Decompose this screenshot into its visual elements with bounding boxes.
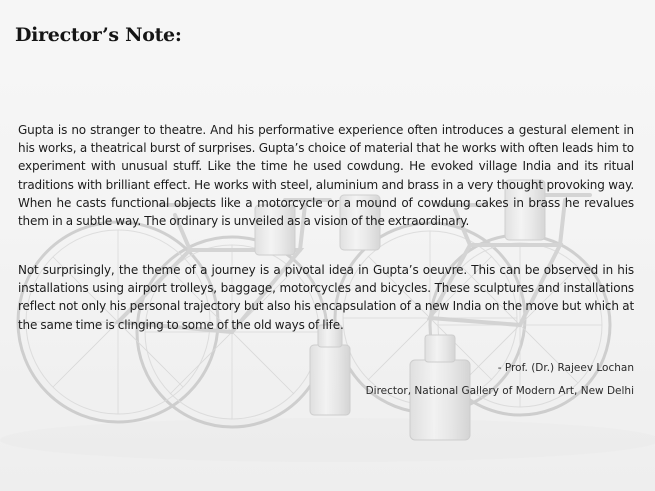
paragraph-2: Not surprisingly, the theme of a journey is a pivotal idea in Gupta’s oeuvre. This can be observed in his installations using airport trolleys, baggage, motorcycles and bicycles. These sculptures and installations reflect not only his personal trajectory but also his encapsulation of a new India on the move but which at the same time is clinging to some of the old ways of life. bbox=[18, 263, 634, 332]
author-role: Director, National Gallery of Modern Art, New Delhi bbox=[365, 385, 634, 397]
page-title: Director’s Note: bbox=[15, 24, 182, 46]
author-name: - Prof. (Dr.) Rajeev Lochan bbox=[497, 362, 634, 374]
paragraph-1: Gupta is no stranger to theatre. And his performative experience often introduces a gestural element in his works, a theatrical burst of surprises. Gupta’s choice of material that he works with often leads him to experiment with unusual stuff. Like the time he used cowdung. He evoked village India and its ritual traditions with brilliant effect. He works with steel, aluminium and brass in a very thought provoking way. When he casts functional objects like a motorcycle or a mound of cowdung cakes in brass he revalues them in a subtle way. The ordinary is unveiled as a vision of the extraordinary. bbox=[18, 123, 634, 229]
